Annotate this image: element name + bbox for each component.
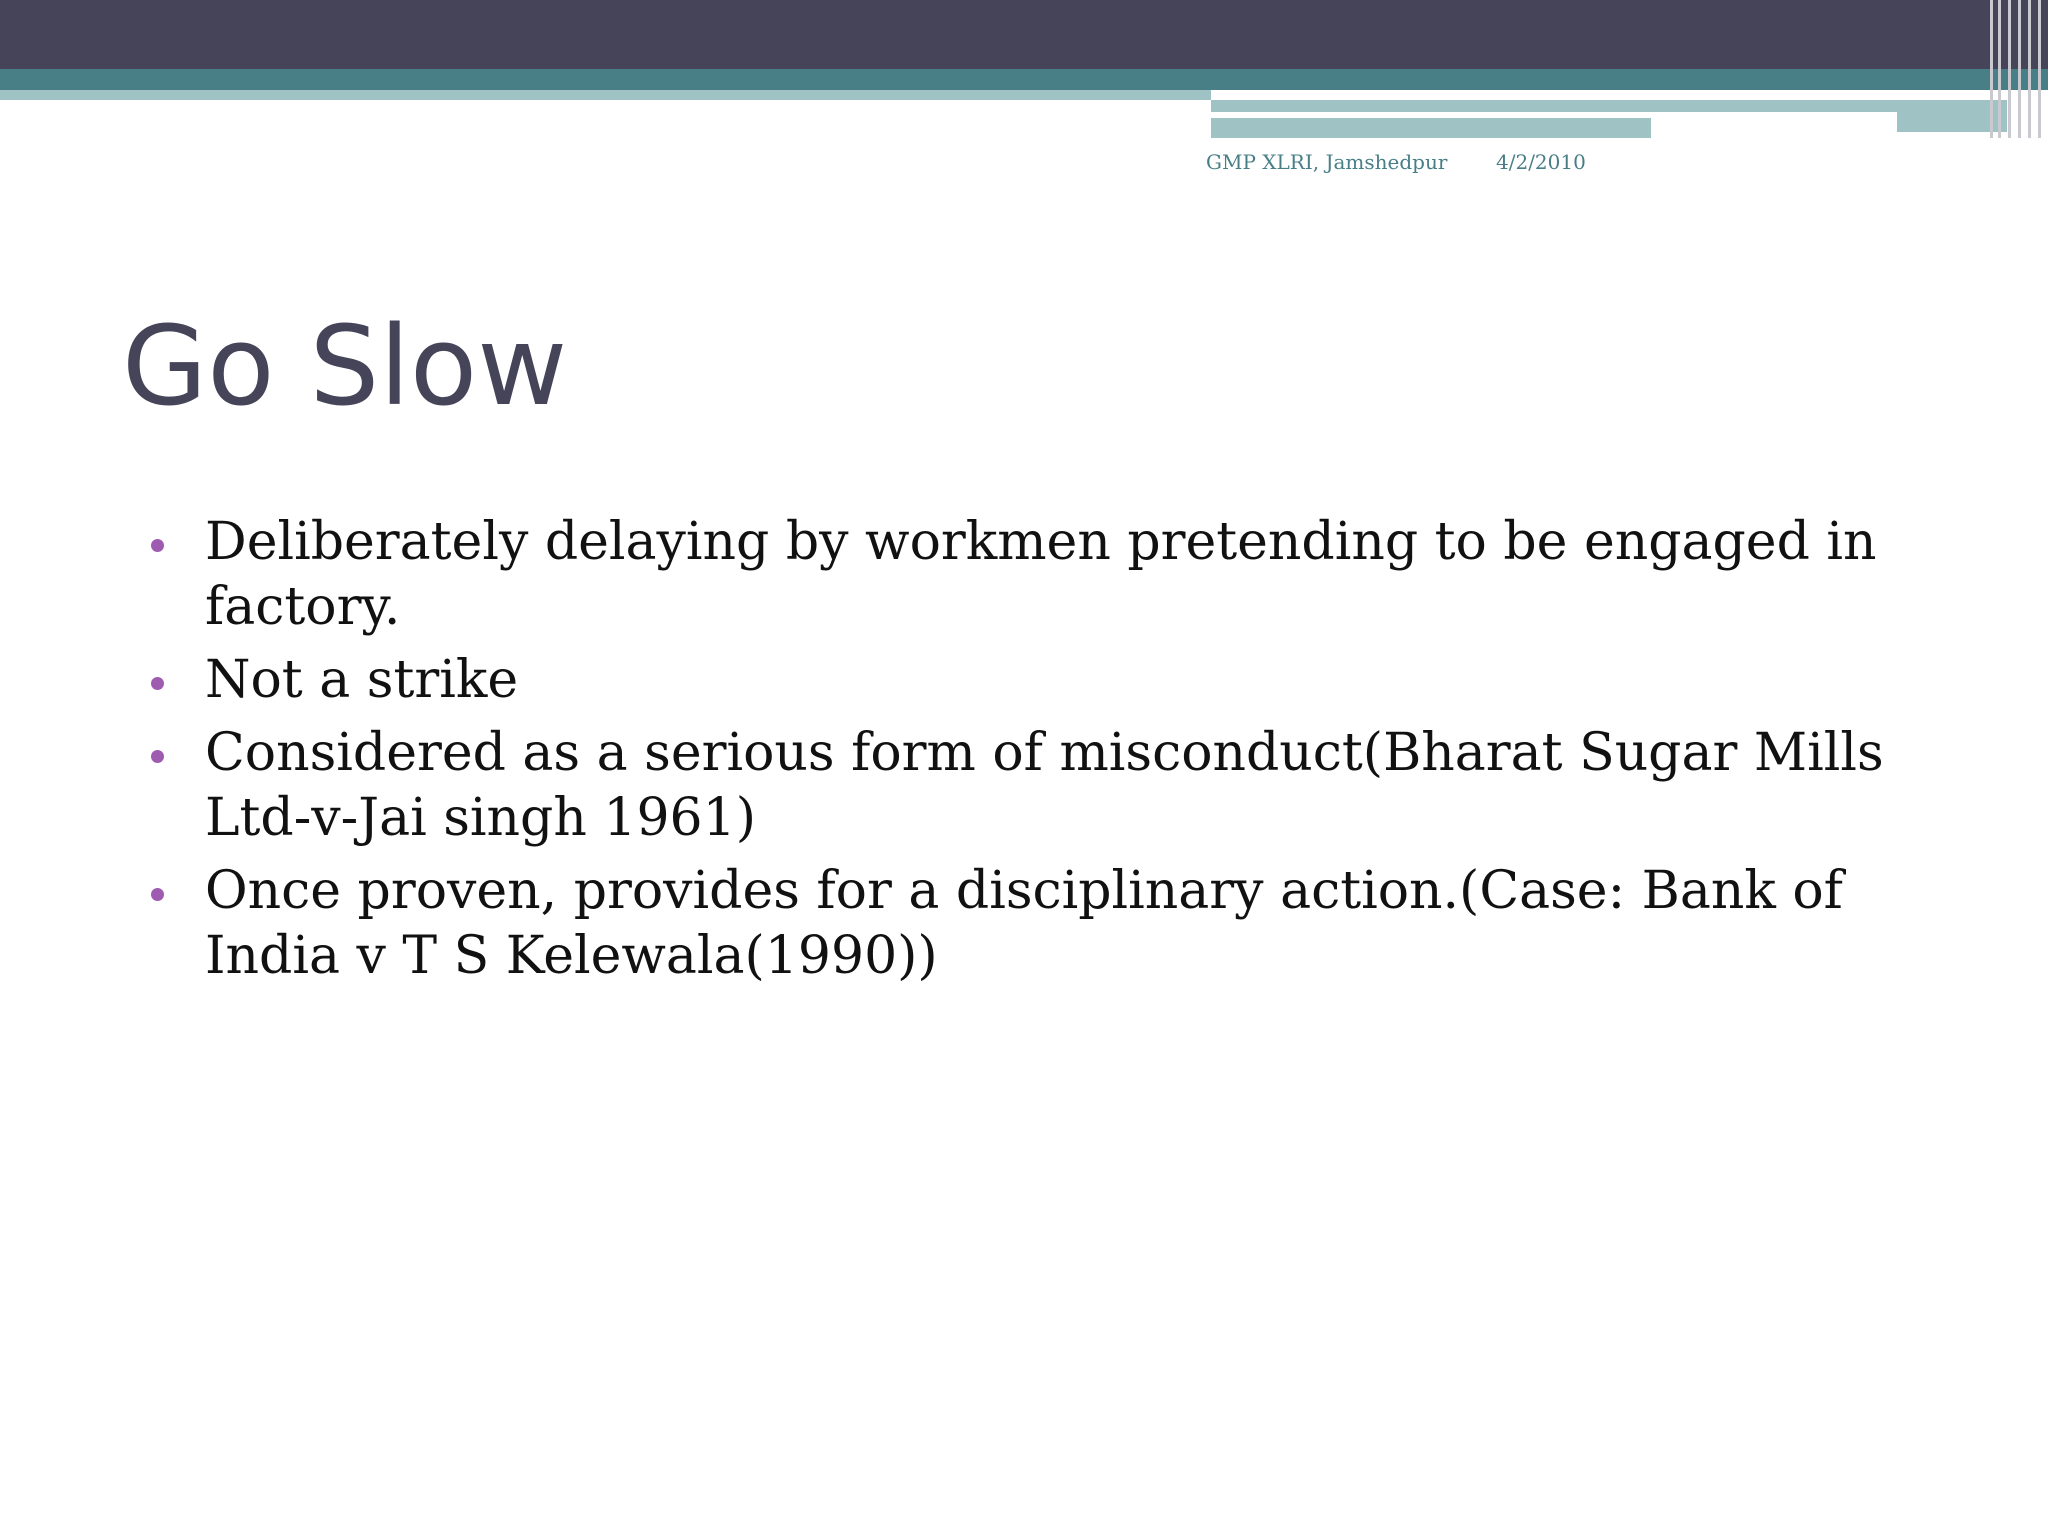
slide-title: Go Slow [122,302,568,430]
bullet-text: Once proven, provides for a disciplinary action.(Case: Bank of India v T S Kelewala(1990)) [205,861,1843,986]
bullet-text: Deliberately delaying by workmen pretending to be engaged in factory. [205,512,1877,637]
bullet-item [145,648,1905,713]
header-stripe [2028,0,2031,138]
bullet-dot-icon [151,539,164,552]
header-band-teal [0,69,2048,90]
header-band-right-lower [1211,118,1651,138]
footer-date: 4/2/2010 [1496,150,1586,174]
bullet-dot-icon [151,750,164,763]
bullet-dot-icon [151,888,164,901]
header-band-right-upper [1211,100,1897,112]
header-band-dark [0,0,2048,69]
header-stripe [2018,0,2021,138]
bullet-dot-icon [151,677,164,690]
header-band-light [0,90,1211,100]
bullet-list [145,510,1905,997]
bullet-text: Not a strike [205,650,519,710]
bullet-text: Considered as a serious form of misconduct(Bharat Sugar Mills Ltd-v-Jai singh 1961) [205,723,1884,848]
bullet-item [145,721,1905,851]
header-stripe [1998,0,2001,138]
footer-organization: GMP XLRI, Jamshedpur [1206,150,1448,174]
bullet-item [145,510,1905,640]
bullet-item [145,859,1905,989]
header-stripe [2008,0,2011,138]
header-stripe [1990,0,1993,138]
header-stripe [2038,0,2041,138]
